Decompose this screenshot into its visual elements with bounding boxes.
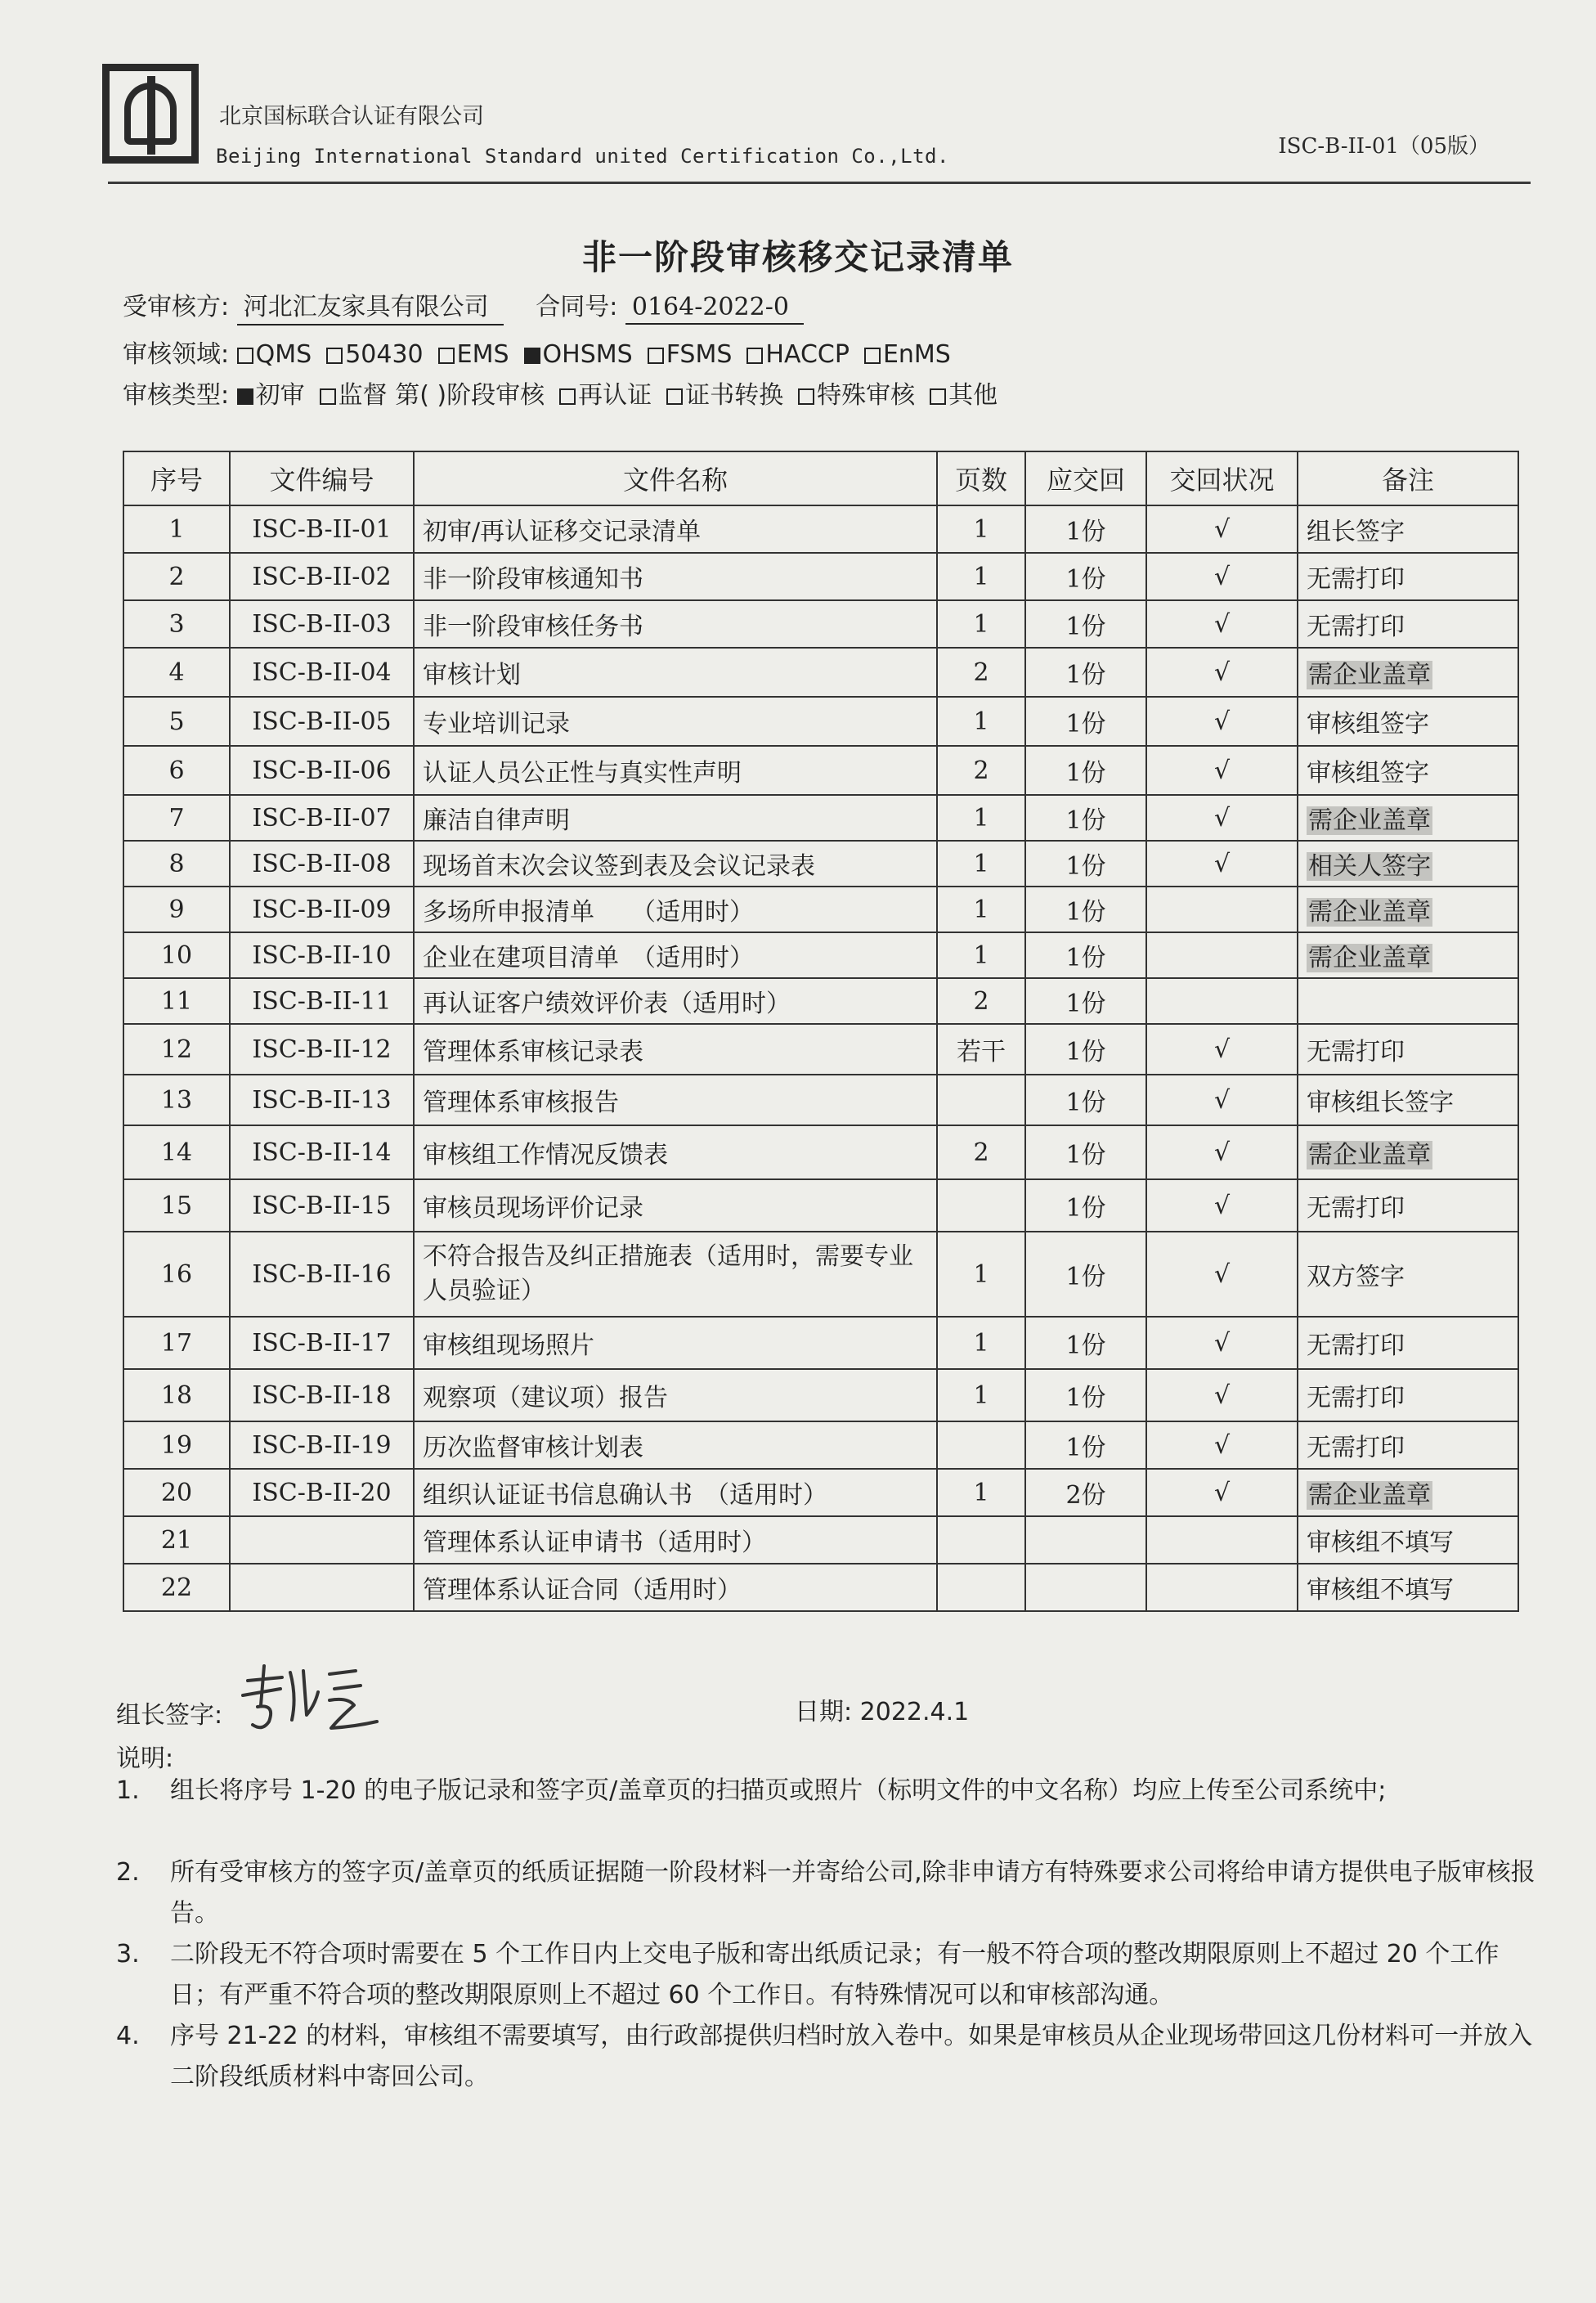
header-divider: [108, 182, 1531, 184]
table-row: [123, 841, 1518, 887]
note-number: 2.: [116, 1858, 140, 1887]
return-status-cell: √: [1146, 1024, 1298, 1075]
file-code-cell: ISC-B-II-20: [230, 1469, 414, 1516]
header-pages: 页数: [937, 451, 1025, 505]
header-code: 文件编号: [230, 451, 414, 505]
file-name-cell: 管理体系审核记录表: [414, 1024, 937, 1075]
audit-field-option-label: EnMS: [882, 340, 951, 369]
remark-cell: 审核组不填写: [1298, 1564, 1518, 1611]
return-status-cell: √: [1146, 1369, 1298, 1421]
row-number-cell: 12: [123, 1024, 230, 1075]
page-count-cell: 2: [937, 746, 1025, 795]
file-name-cell: 非一阶段审核通知书: [414, 553, 937, 600]
copies-cell: 1份: [1025, 1024, 1146, 1075]
page-count-cell: 1: [937, 600, 1025, 648]
copies-cell: 1份: [1025, 1075, 1146, 1125]
file-code-cell: [230, 1564, 414, 1611]
copies-cell: [1025, 1516, 1146, 1564]
return-status-cell: [1146, 1516, 1298, 1564]
page-count-cell: [937, 1564, 1025, 1611]
file-code-cell: ISC-B-II-10: [230, 932, 414, 978]
copies-cell: 1份: [1025, 600, 1146, 648]
file-code-cell: ISC-B-II-19: [230, 1421, 414, 1469]
note-item: [116, 2016, 1539, 2098]
note-number: 3.: [116, 1940, 140, 1969]
page-count-cell: 1: [937, 505, 1025, 553]
row-number-cell: 18: [123, 1369, 230, 1421]
return-status-cell: √: [1146, 600, 1298, 648]
unchecked-checkbox-icon: [666, 388, 683, 405]
audit-type-option: [930, 381, 998, 410]
page-title: 非一阶段审核移交记录清单: [581, 237, 1014, 277]
row-number-cell: 8: [123, 841, 230, 887]
row-number-cell: 19: [123, 1421, 230, 1469]
copies-cell: 1份: [1025, 978, 1146, 1024]
unchecked-checkbox-icon: [559, 388, 576, 405]
file-code-cell: ISC-B-II-05: [230, 697, 414, 746]
row-number-cell: 14: [123, 1125, 230, 1179]
table-body: [123, 505, 1518, 1611]
file-code-cell: ISC-B-II-06: [230, 746, 414, 795]
remark-cell: 组长签字: [1298, 505, 1518, 553]
audit-type-option: [559, 381, 652, 410]
audit-field-option-label: HACCP: [765, 340, 850, 369]
file-name-cell: 初审/再认证移交记录清单: [414, 505, 937, 553]
remark-cell: [1298, 932, 1518, 978]
audit-field-option: [648, 340, 733, 369]
remark-cell: 审核组签字: [1298, 746, 1518, 795]
file-name-cell: 审核员现场评价记录: [414, 1179, 937, 1232]
row-number-cell: 15: [123, 1179, 230, 1232]
page-count-cell: [937, 1179, 1025, 1232]
copies-cell: 1份: [1025, 1421, 1146, 1469]
row-number-cell: 10: [123, 932, 230, 978]
page-count-cell: 1: [937, 841, 1025, 887]
file-name-cell: 审核组现场照片: [414, 1317, 937, 1369]
file-name-cell: 廉洁自律声明: [414, 795, 937, 841]
audit-field-option: [326, 340, 423, 369]
audit-field-option: [864, 340, 951, 369]
note-number: 1.: [116, 1776, 140, 1805]
auditee-label: 受审核方:: [123, 293, 230, 321]
page-count-cell: 1: [937, 887, 1025, 932]
highlighted-remark: 需企业盖章: [1308, 1141, 1431, 1169]
page-count-cell: 1: [937, 932, 1025, 978]
page-count-cell: 1: [937, 1232, 1025, 1317]
file-code-cell: ISC-B-II-04: [230, 648, 414, 697]
file-code-cell: ISC-B-II-08: [230, 841, 414, 887]
remark-cell: 无需打印: [1298, 1369, 1518, 1421]
file-code-cell: ISC-B-II-12: [230, 1024, 414, 1075]
table-row: [123, 1179, 1518, 1232]
audit-field-option-label: QMS: [255, 340, 312, 369]
copies-cell: 1份: [1025, 648, 1146, 697]
audit-type-label: 审核类型:: [123, 381, 230, 410]
page-count-cell: 2: [937, 648, 1025, 697]
audit-field-options: [237, 340, 966, 369]
page-count-cell: [937, 1516, 1025, 1564]
highlighted-remark: 需企业盖章: [1308, 944, 1431, 972]
page-count-cell: 1: [937, 795, 1025, 841]
row-number-cell: 3: [123, 600, 230, 648]
date-value: 2022.4.1: [859, 1698, 970, 1726]
file-name-cell: 管理体系认证申请书（适用时）: [414, 1516, 937, 1564]
remark-cell: 双方签字: [1298, 1232, 1518, 1317]
audit-field-option: [746, 340, 850, 369]
return-status-cell: √: [1146, 1421, 1298, 1469]
return-status-cell: [1146, 1564, 1298, 1611]
file-name-cell: 非一阶段审核任务书: [414, 600, 937, 648]
file-code-cell: ISC-B-II-09: [230, 887, 414, 932]
file-name-cell: 不符合报告及纠正措施表（适用时，需要专业人员验证）: [414, 1232, 937, 1317]
file-name-cell: 组织认证证书信息确认书 （适用时）: [414, 1469, 937, 1516]
return-status-cell: √: [1146, 1469, 1298, 1516]
page-count-cell: 1: [937, 1469, 1025, 1516]
file-name-cell: 多场所申报清单 （适用时）: [414, 887, 937, 932]
unchecked-checkbox-icon: [438, 348, 455, 364]
unchecked-checkbox-icon: [930, 388, 946, 405]
audit-type-option: [237, 381, 305, 410]
highlighted-remark: 需企业盖章: [1308, 661, 1431, 689]
remark-cell: 无需打印: [1298, 1024, 1518, 1075]
note-text: 所有受审核方的签字页/盖章页的纸质证据随一阶段材料一并寄给公司,除非申请方有特殊要求公司将给申请方提供电子版审核报告。: [170, 1858, 1535, 1928]
page-count-cell: 2: [937, 978, 1025, 1024]
return-status-cell: √: [1146, 795, 1298, 841]
checked-checkbox-icon: [524, 348, 540, 364]
row-number-cell: 2: [123, 553, 230, 600]
remark-cell: [1298, 1125, 1518, 1179]
table-row: [123, 795, 1518, 841]
audit-type-option: [320, 381, 545, 410]
company-name-en: Beijing International Standard united Certification Co.,Ltd.: [216, 145, 949, 168]
highlighted-remark: 需企业盖章: [1308, 898, 1431, 927]
row-number-cell: 1: [123, 505, 230, 553]
note-item: [116, 1934, 1539, 2016]
notes-title: 说明:: [116, 1744, 174, 1773]
remark-cell: [1298, 648, 1518, 697]
file-name-cell: 现场首末次会议签到表及会议记录表: [414, 841, 937, 887]
unchecked-checkbox-icon: [648, 348, 664, 364]
auditee-line: [123, 286, 804, 325]
copies-cell: 1份: [1025, 887, 1146, 932]
document-code: ISC-B-II-01（05版）: [1278, 134, 1490, 159]
copies-cell: 1份: [1025, 1125, 1146, 1179]
table-row: [123, 1125, 1518, 1179]
table-row: [123, 1421, 1518, 1469]
audit-field-option-label: 50430: [345, 340, 424, 369]
remark-cell: [1298, 795, 1518, 841]
audit-field-option: [524, 340, 633, 369]
audit-type-line: [123, 375, 1012, 411]
row-number-cell: 11: [123, 978, 230, 1024]
copies-cell: 1份: [1025, 1369, 1146, 1421]
audit-type-options: [237, 381, 1012, 410]
file-code-cell: ISC-B-II-13: [230, 1075, 414, 1125]
table-row: [123, 1024, 1518, 1075]
row-number-cell: 16: [123, 1232, 230, 1317]
copies-cell: 2份: [1025, 1469, 1146, 1516]
copies-cell: 1份: [1025, 1179, 1146, 1232]
audit-field-option-label: OHSMS: [542, 340, 633, 369]
remark-cell: 无需打印: [1298, 1317, 1518, 1369]
page-count-cell: 若干: [937, 1024, 1025, 1075]
audit-type-option: [798, 381, 915, 410]
table-row: [123, 553, 1518, 600]
unchecked-checkbox-icon: [237, 348, 253, 364]
return-status-cell: √: [1146, 841, 1298, 887]
remark-cell: [1298, 978, 1518, 1024]
handwritten-signature: [233, 1656, 397, 1734]
date-label: 日期:: [795, 1698, 853, 1726]
table-row: [123, 1516, 1518, 1564]
page-count-cell: [937, 1075, 1025, 1125]
row-number-cell: 7: [123, 795, 230, 841]
file-code-cell: ISC-B-II-14: [230, 1125, 414, 1179]
file-name-cell: 审核计划: [414, 648, 937, 697]
table-row: [123, 1469, 1518, 1516]
audit-field-option: [438, 340, 509, 369]
copies-cell: 1份: [1025, 1317, 1146, 1369]
auditee-value: 河北汇友家具有限公司: [237, 286, 504, 325]
file-name-cell: 企业在建项目清单 （适用时）: [414, 932, 937, 978]
note-text: 序号 21-22 的材料，审核组不需要填写，由行政部提供归档时放入卷中。如果是审核员从企业现场带回这几份材料可一并放入二阶段纸质材料中寄回公司。: [170, 2022, 1533, 2091]
table-row: [123, 746, 1518, 795]
row-number-cell: 5: [123, 697, 230, 746]
return-status-cell: √: [1146, 648, 1298, 697]
row-number-cell: 6: [123, 746, 230, 795]
page-count-cell: [937, 1421, 1025, 1469]
table-row: [123, 1075, 1518, 1125]
copies-cell: 1份: [1025, 841, 1146, 887]
return-status-cell: √: [1146, 1179, 1298, 1232]
page-count-cell: 1: [937, 697, 1025, 746]
audit-field-option: [237, 340, 312, 369]
row-number-cell: 22: [123, 1564, 230, 1611]
table-row: [123, 1564, 1518, 1611]
remark-cell: 审核组不填写: [1298, 1516, 1518, 1564]
unchecked-checkbox-icon: [320, 388, 336, 405]
remark-cell: [1298, 887, 1518, 932]
audit-type-option-label: 其他: [948, 381, 998, 410]
remark-cell: [1298, 841, 1518, 887]
audit-type-option: [666, 381, 783, 410]
audit-type-option-label: 再认证: [578, 381, 652, 410]
table-row: [123, 887, 1518, 932]
header-status: 交回状况: [1146, 451, 1298, 505]
unchecked-checkbox-icon: [326, 348, 343, 364]
table-row: [123, 505, 1518, 553]
row-number-cell: 21: [123, 1516, 230, 1564]
table-row: [123, 1317, 1518, 1369]
copies-cell: 1份: [1025, 505, 1146, 553]
return-status-cell: √: [1146, 1125, 1298, 1179]
remark-cell: 无需打印: [1298, 1179, 1518, 1232]
remark-cell: 审核组长签字: [1298, 1075, 1518, 1125]
copies-cell: [1025, 1564, 1146, 1611]
file-name-cell: 观察项（建议项）报告: [414, 1369, 937, 1421]
remark-cell: [1298, 1469, 1518, 1516]
note-number: 4.: [116, 2022, 140, 2050]
table-row: [123, 1369, 1518, 1421]
row-number-cell: 17: [123, 1317, 230, 1369]
leader-sign-label: 组长签字:: [116, 1701, 223, 1730]
return-status-cell: [1146, 932, 1298, 978]
table-row: [123, 600, 1518, 648]
table-row: [123, 978, 1518, 1024]
table-row: [123, 932, 1518, 978]
highlighted-remark: 相关人签字: [1308, 852, 1431, 881]
copies-cell: 1份: [1025, 932, 1146, 978]
company-name-cn: 北京国标联合认证有限公司: [219, 104, 484, 129]
header-copies: 应交回: [1025, 451, 1146, 505]
copies-cell: 1份: [1025, 697, 1146, 746]
audit-type-option-label: 特殊审核: [817, 381, 916, 410]
file-code-cell: ISC-B-II-18: [230, 1369, 414, 1421]
contract-label: 合同号:: [536, 293, 618, 321]
audit-field-label: 审核领域:: [123, 340, 230, 369]
date-line: [795, 1691, 969, 1727]
row-number-cell: 20: [123, 1469, 230, 1516]
remark-cell: 无需打印: [1298, 600, 1518, 648]
return-status-cell: [1146, 978, 1298, 1024]
unchecked-checkbox-icon: [864, 348, 881, 364]
remark-cell: 审核组签字: [1298, 697, 1518, 746]
file-code-cell: ISC-B-II-11: [230, 978, 414, 1024]
file-name-cell: 历次监督审核计划表: [414, 1421, 937, 1469]
header-no: 序号: [123, 451, 230, 505]
unchecked-checkbox-icon: [798, 388, 814, 405]
file-name-cell: 专业培训记录: [414, 697, 937, 746]
highlighted-remark: 需企业盖章: [1308, 806, 1431, 835]
copies-cell: 1份: [1025, 553, 1146, 600]
file-name-cell: 管理体系审核报告: [414, 1075, 937, 1125]
return-status-cell: [1146, 887, 1298, 932]
company-logo: [102, 64, 199, 164]
copies-cell: 1份: [1025, 1232, 1146, 1317]
return-status-cell: √: [1146, 1317, 1298, 1369]
logo-bar-icon: [147, 76, 155, 155]
note-text: 组长将序号 1-20 的电子版记录和签字页/盖章页的扫描页或照片（标明文件的中文名称）均应上传至公司系统中;: [170, 1776, 1387, 1805]
note-item: [116, 1852, 1539, 1934]
file-name-cell: 认证人员公正性与真实性声明: [414, 746, 937, 795]
table-row: [123, 648, 1518, 697]
page-count-cell: 1: [937, 553, 1025, 600]
return-status-cell: √: [1146, 697, 1298, 746]
header-name: 文件名称: [414, 451, 937, 505]
audit-type-option-label: 监督 第( )阶段审核: [338, 381, 545, 410]
remark-cell: 无需打印: [1298, 1421, 1518, 1469]
checked-checkbox-icon: [237, 388, 253, 405]
page-count-cell: 1: [937, 1317, 1025, 1369]
return-status-cell: √: [1146, 1075, 1298, 1125]
audit-field-option-label: EMS: [456, 340, 509, 369]
audit-type-option-label: 初审: [255, 381, 305, 410]
header-note: 备注: [1298, 451, 1518, 505]
highlighted-remark: 需企业盖章: [1308, 1481, 1431, 1510]
file-code-cell: ISC-B-II-01: [230, 505, 414, 553]
table-row: [123, 697, 1518, 746]
audit-type-option-label: 证书转换: [685, 381, 784, 410]
page-count-cell: 1: [937, 1369, 1025, 1421]
row-number-cell: 9: [123, 887, 230, 932]
return-status-cell: √: [1146, 746, 1298, 795]
table-header-row: [123, 451, 1518, 505]
row-number-cell: 4: [123, 648, 230, 697]
file-code-cell: ISC-B-II-15: [230, 1179, 414, 1232]
contract-value: 0164-2022-0: [625, 293, 804, 325]
note-text: 二阶段无不符合项时需要在 5 个工作日内上交电子版和寄出纸质记录；有一般不符合项的整改期限原则上不超过 20 个工作日；有严重不符合项的整改期限原则上不超过 60 个工作日。有特殊情况可以和审核部沟通。: [170, 1940, 1500, 2009]
table-row: [123, 1232, 1518, 1317]
file-name-cell: 审核组工作情况反馈表: [414, 1125, 937, 1179]
handover-table: [123, 451, 1519, 1612]
return-status-cell: √: [1146, 1232, 1298, 1317]
audit-field-line: [123, 334, 966, 370]
return-status-cell: √: [1146, 505, 1298, 553]
file-code-cell: ISC-B-II-07: [230, 795, 414, 841]
remark-cell: 无需打印: [1298, 553, 1518, 600]
copies-cell: 1份: [1025, 746, 1146, 795]
file-name-cell: 再认证客户绩效评价表（适用时）: [414, 978, 937, 1024]
note-item: [116, 1771, 1539, 1811]
file-name-cell: 管理体系认证合同（适用时）: [414, 1564, 937, 1611]
file-code-cell: [230, 1516, 414, 1564]
page-count-cell: 2: [937, 1125, 1025, 1179]
copies-cell: 1份: [1025, 795, 1146, 841]
file-code-cell: ISC-B-II-16: [230, 1232, 414, 1317]
unchecked-checkbox-icon: [746, 348, 763, 364]
file-code-cell: ISC-B-II-02: [230, 553, 414, 600]
row-number-cell: 13: [123, 1075, 230, 1125]
file-code-cell: ISC-B-II-17: [230, 1317, 414, 1369]
return-status-cell: √: [1146, 553, 1298, 600]
audit-field-option-label: FSMS: [666, 340, 733, 369]
file-code-cell: ISC-B-II-03: [230, 600, 414, 648]
